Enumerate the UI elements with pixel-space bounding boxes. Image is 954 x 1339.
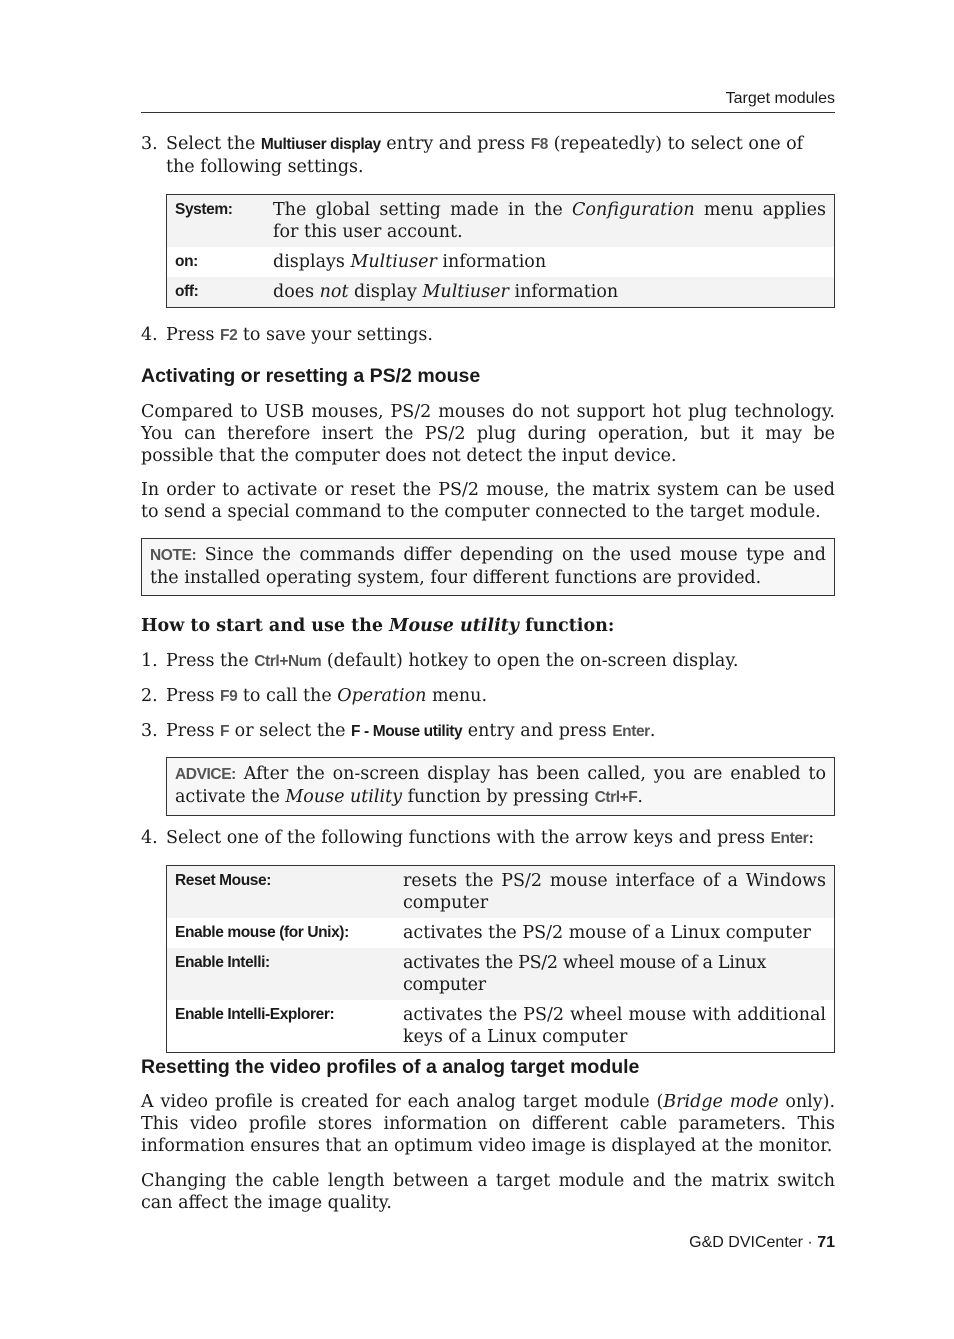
- section-heading: Resetting the video profiles of a analog target module: [141, 1056, 640, 1078]
- procedure-heading: How to start and use the Mouse utility function:: [141, 616, 615, 636]
- section-heading: Activating or resetting a PS/2 mouse: [141, 365, 481, 387]
- key-label: Enter: [770, 830, 809, 847]
- key-label: F9: [220, 688, 238, 705]
- key-label: F2: [220, 327, 238, 344]
- step-open-osd: 1. Press the Ctrl+Num (default) hotkey to open the on-screen display.: [141, 651, 739, 671]
- menu-entry-label: Multiuser display: [260, 136, 381, 153]
- paragraph: A video profile is created for each analog target module (Bridge mode only). This video profile stores information on different cable parameters. This information ensures that an optimum video image is displayed at the monitor.: [141, 1092, 836, 1156]
- step-operation-menu: 2. Press F9 to call the Operation menu.: [141, 686, 488, 706]
- step-save-settings: 4. Press F2 to save your settings.: [141, 325, 433, 345]
- setting-description: does not display Multiuser information: [265, 277, 835, 308]
- settings-table: [166, 194, 835, 308]
- function-description: activates the PS/2 mouse of a Linux computer: [403, 923, 811, 943]
- advice-label: ADVICE:: [175, 766, 236, 783]
- step-mouse-utility: 3. Press F or select the F - Mouse utility entry and press Enter.: [141, 721, 656, 741]
- running-header: [141, 88, 835, 113]
- table-row: [167, 247, 835, 277]
- advice-box: ADVICE: After the on-screen display has been called, you are enabled to activate the Mouse utility function by pressing Ctrl+F.: [166, 757, 835, 816]
- key-label: Enter: [612, 723, 650, 740]
- page-number: 71: [817, 1234, 835, 1251]
- hotkey-label: Ctrl+Num: [254, 653, 322, 670]
- table-row: [167, 866, 835, 919]
- table-row: [167, 918, 835, 948]
- paragraph: Compared to USB mouses, PS/2 mouses do not support hot plug technology. You can therefore insert the PS/2 plug during operation, but it may be possible that the computer does not detect the input device.: [141, 402, 835, 466]
- setting-label: System:: [167, 195, 266, 248]
- function-label: Enable mouse (for Unix):: [175, 924, 349, 941]
- note-box: NOTE: Since the commands differ depending on the used mouse type and the installed operating system, four different functions are provided.: [141, 538, 835, 596]
- key-label: F: [220, 723, 230, 740]
- function-label: Enable Intelli:: [167, 948, 396, 1000]
- paragraph: In order to activate or reset the PS/2 mouse, the matrix system can be used to send a special command to the computer connected to the target module.: [141, 480, 835, 522]
- step-select-function: 4. Select one of the following functions with the arrow keys and press Enter:: [141, 828, 815, 848]
- functions-table: [166, 865, 835, 1053]
- footer-product: G&D DVICenter ·: [689, 1234, 818, 1251]
- setting-description: displays Multiuser information: [273, 252, 547, 272]
- page-footer: [689, 1234, 835, 1252]
- setting-label: off:: [167, 277, 266, 308]
- setting-label: on:: [175, 253, 198, 270]
- table-row: [167, 948, 835, 1000]
- function-description: activates the PS/2 wheel mouse of a Linux computer: [395, 948, 835, 1000]
- paragraph: Changing the cable length between a target module and the matrix switch can affect the image quality.: [141, 1171, 835, 1213]
- header-section-title: Target modules: [725, 90, 835, 107]
- function-label: Reset Mouse:: [167, 866, 396, 919]
- function-description: resets the PS/2 mouse interface of a Windows computer: [395, 866, 835, 919]
- menu-entry-label: F - Mouse utility: [351, 723, 463, 740]
- function-description: activates the PS/2 wheel mouse with additional keys of a Linux computer: [403, 1005, 826, 1047]
- step-multiuser-display: 3. Select the Multiuser display entry and press F8 (repeatedly) to select one of the following settings.: [141, 134, 804, 177]
- setting-description: The global setting made in the Configuration menu applies for this user account.: [265, 195, 835, 248]
- table-row: [167, 1000, 835, 1053]
- table-row: [167, 195, 835, 248]
- hotkey-label: Ctrl+F: [594, 789, 638, 806]
- function-label: Enable Intelli-Explorer:: [175, 1006, 335, 1023]
- key-label: F8: [530, 136, 548, 153]
- note-label: NOTE:: [150, 547, 197, 564]
- table-row: [167, 277, 835, 308]
